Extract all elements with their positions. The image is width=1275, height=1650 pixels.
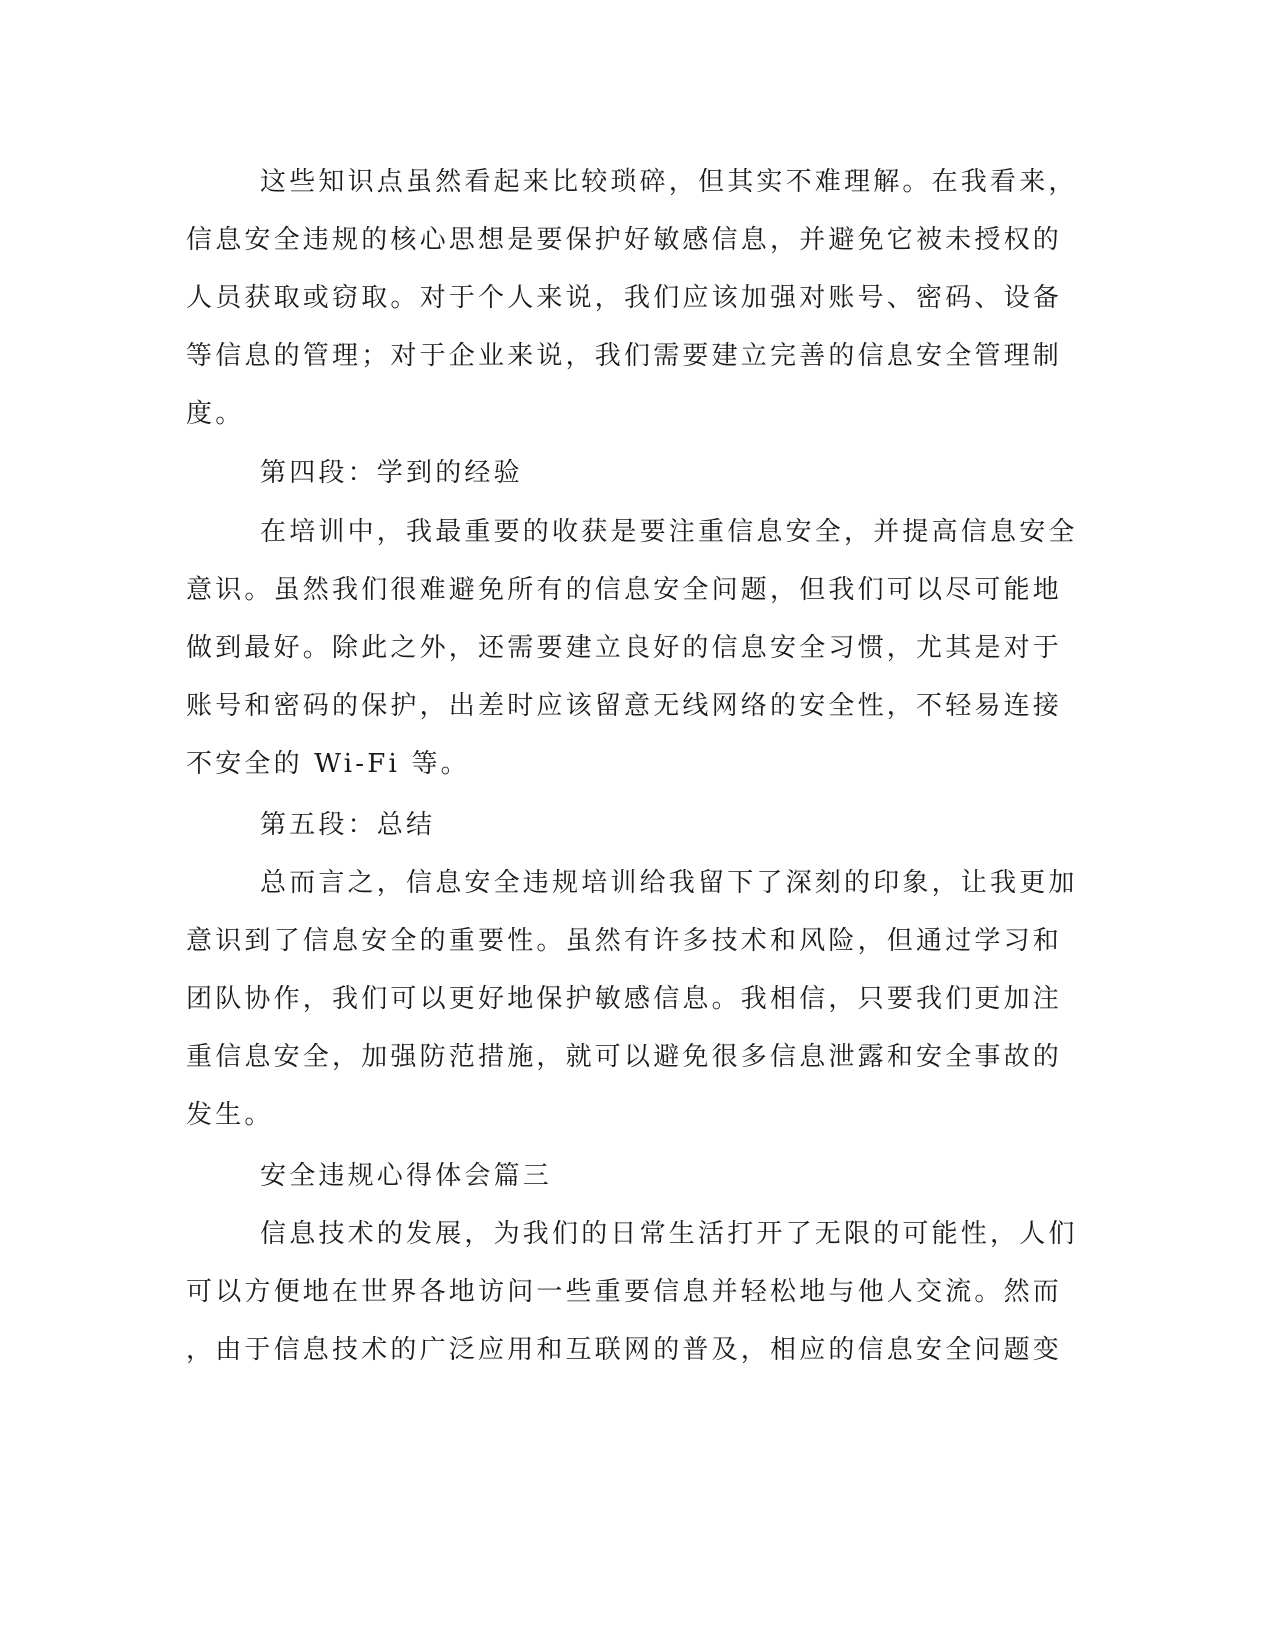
paragraph-line: 等信息的管理；对于企业来说，我们需要建立完善的信息安全管理制 bbox=[186, 341, 1063, 371]
article-heading: 安全违规心得体会篇三 bbox=[260, 1161, 553, 1191]
paragraph-line: 发生。 bbox=[186, 1100, 274, 1130]
paragraph-line: 在培训中，我最重要的收获是要注重信息安全，并提高信息安全 bbox=[260, 517, 1078, 547]
paragraph-line: 团队协作，我们可以更好地保护敏感信息。我相信，只要我们更加注 bbox=[186, 984, 1063, 1014]
paragraph-line: 可以方便地在世界各地访问一些重要信息并轻松地与他人交流。然而 bbox=[186, 1277, 1063, 1307]
paragraph-line: 信息安全违规的核心思想是要保护好敏感信息，并避免它被未授权的 bbox=[186, 225, 1063, 255]
paragraph-line: 度。 bbox=[186, 399, 245, 429]
paragraph-line: 不安全的 Wi-Fi 等。 bbox=[186, 749, 470, 779]
paragraph-line: 人员获取或窃取。对于个人来说，我们应该加强对账号、密码、设备 bbox=[186, 283, 1063, 313]
section-heading-4: 第四段：学到的经验 bbox=[260, 458, 523, 488]
paragraph-line: ，由于信息技术的广泛应用和互联网的普及，相应的信息安全问题变 bbox=[186, 1335, 1063, 1365]
paragraph-line: 意识。虽然我们很难避免所有的信息安全问题，但我们可以尽可能地 bbox=[186, 575, 1063, 605]
paragraph-line: 重信息安全，加强防范措施，就可以避免很多信息泄露和安全事故的 bbox=[186, 1042, 1063, 1072]
paragraph-line: 信息技术的发展，为我们的日常生活打开了无限的可能性，人们 bbox=[260, 1219, 1078, 1249]
section-heading-5: 第五段：总结 bbox=[260, 810, 436, 840]
paragraph-line: 总而言之，信息安全违规培训给我留下了深刻的印象，让我更加 bbox=[260, 868, 1078, 898]
paragraph-line: 意识到了信息安全的重要性。虽然有许多技术和风险，但通过学习和 bbox=[186, 926, 1063, 956]
paragraph-line: 做到最好。除此之外，还需要建立良好的信息安全习惯，尤其是对于 bbox=[186, 633, 1063, 663]
paragraph-line: 账号和密码的保护，出差时应该留意无线网络的安全性，不轻易连接 bbox=[186, 691, 1063, 721]
paragraph-line: 这些知识点虽然看起来比较琐碎，但其实不难理解。在我看来， bbox=[260, 167, 1078, 197]
